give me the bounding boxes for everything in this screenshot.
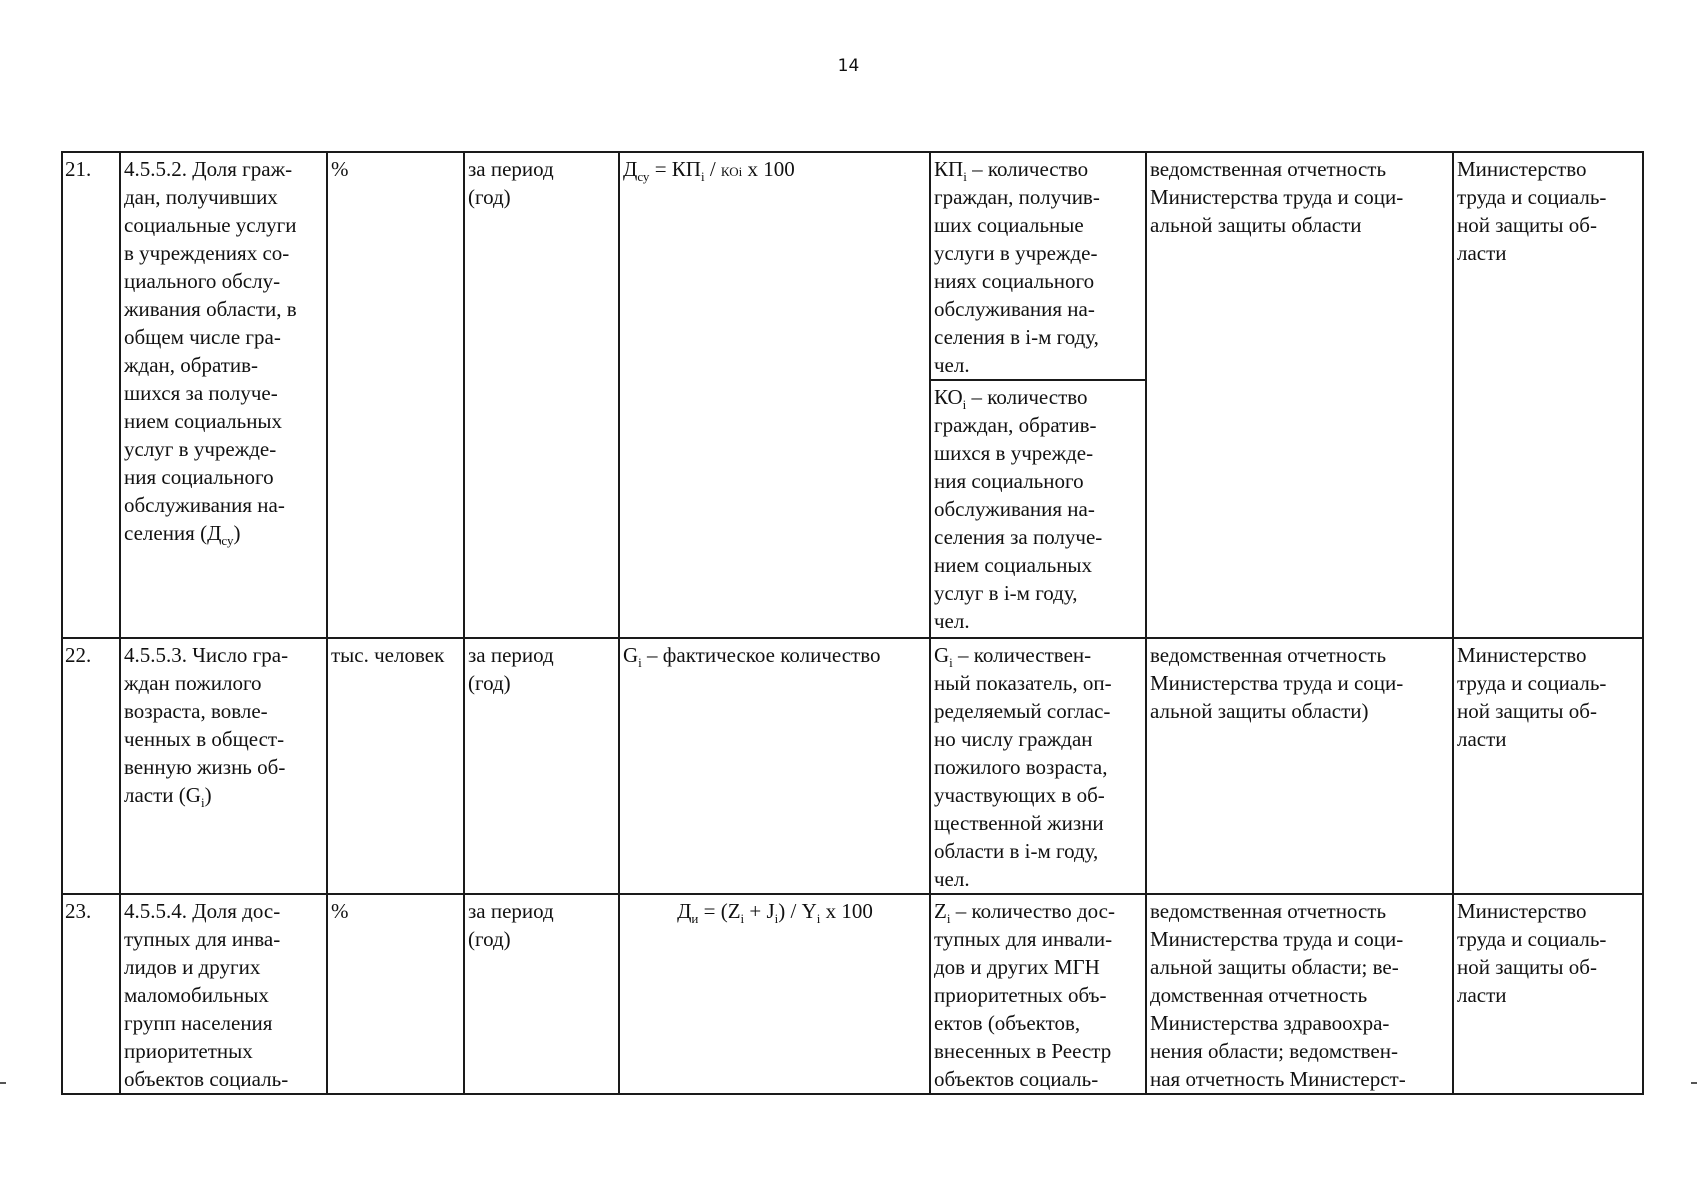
row-number: 22. bbox=[62, 638, 120, 894]
source-cell bbox=[1146, 638, 1453, 894]
subscript: i bbox=[816, 911, 821, 927]
indicator-name-cell bbox=[120, 638, 327, 894]
formula bbox=[623, 641, 927, 669]
text-line: ной защиты об- bbox=[1457, 213, 1597, 237]
text-fragment: – количество дос- bbox=[950, 899, 1115, 923]
scan-mark bbox=[0, 1082, 6, 1084]
text-line: (год) bbox=[468, 671, 511, 695]
text-line: ния социального bbox=[124, 465, 274, 489]
text-line: пожилого возраста, bbox=[934, 755, 1108, 779]
table-row bbox=[62, 152, 1643, 638]
text-line: Министерство bbox=[1457, 157, 1587, 181]
text-line: Министерства труда и соци- bbox=[1150, 671, 1404, 695]
formula bbox=[623, 155, 927, 186]
text-line: объектов социаль- bbox=[124, 1067, 289, 1091]
text-line: ной защиты об- bbox=[1457, 699, 1597, 723]
text-line: за период bbox=[468, 643, 554, 667]
text-line: возраста, вовле- bbox=[124, 699, 268, 723]
text-line: ной защиты об- bbox=[1457, 955, 1597, 979]
text-fragment: G bbox=[623, 643, 639, 667]
text-line: в учреждениях со- bbox=[124, 241, 290, 265]
unit-cell: тыс. человек bbox=[327, 638, 464, 894]
page-number: 14 bbox=[837, 56, 860, 76]
text-fragment: х 100 bbox=[820, 899, 873, 923]
text-line bbox=[934, 897, 1143, 925]
text-line: лидов и других bbox=[124, 955, 261, 979]
text-line: нием социальных bbox=[124, 409, 283, 433]
subscript: су bbox=[637, 169, 650, 185]
text-line: групп населения bbox=[124, 1011, 273, 1035]
indicator-name-cell bbox=[120, 894, 327, 1094]
unit-cell: % bbox=[327, 894, 464, 1094]
text-fragment: ласти (G bbox=[124, 783, 201, 807]
text-line: за период bbox=[468, 899, 554, 923]
scan-mark bbox=[1691, 1082, 1697, 1084]
text-line: чел. bbox=[934, 353, 970, 377]
subscript: i bbox=[774, 911, 779, 927]
text-line: селения за получе- bbox=[934, 525, 1103, 549]
text-line: ектов (объектов, bbox=[934, 1011, 1081, 1035]
responsible-cell bbox=[1453, 638, 1643, 894]
text-line: селения в i-м году, bbox=[934, 325, 1099, 349]
subscript: i bbox=[946, 911, 951, 927]
table-row bbox=[62, 894, 1643, 1094]
text-line: услуги в учрежде- bbox=[934, 241, 1098, 265]
text-line: ласти bbox=[1457, 727, 1507, 751]
text-line: внесенных в Реестр bbox=[934, 1039, 1112, 1063]
text-line: ласти bbox=[1457, 983, 1507, 1007]
text-fragment: КП bbox=[934, 157, 964, 181]
text-line: 4.5.5.3. Число гра- bbox=[124, 643, 289, 667]
text-fragment: = (Z bbox=[698, 899, 741, 923]
text-line: альной защиты области) bbox=[1150, 699, 1369, 723]
formula-cell bbox=[619, 894, 930, 1094]
period-cell bbox=[464, 894, 619, 1094]
text-fragment: х 100 bbox=[742, 157, 795, 181]
text-fragment: – количество bbox=[966, 157, 1089, 181]
text-fragment: = КП bbox=[649, 157, 701, 181]
variables-cell bbox=[930, 152, 1146, 638]
text-line: труда и социаль- bbox=[1457, 927, 1607, 951]
text-line: объектов социаль- bbox=[934, 1067, 1099, 1091]
text-line: ласти bbox=[1457, 241, 1507, 265]
text-fragment: ) / Y bbox=[778, 899, 817, 923]
text-line: услуг в учрежде- bbox=[124, 437, 277, 461]
text-line: (год) bbox=[468, 185, 511, 209]
text-line: шихся за получе- bbox=[124, 381, 278, 405]
text-line: граждан, обратив- bbox=[934, 413, 1097, 437]
subscript: су bbox=[221, 533, 234, 549]
text-line bbox=[934, 641, 1143, 669]
indicator-name-cell bbox=[120, 152, 327, 638]
text-line: ждан, обратив- bbox=[124, 353, 259, 377]
subscript: i bbox=[963, 169, 967, 185]
subscript: i bbox=[638, 655, 642, 671]
text-fragment: G bbox=[934, 643, 950, 667]
text-line: нием социальных bbox=[934, 553, 1093, 577]
table-row bbox=[62, 638, 1643, 894]
text-line: щественной жизни bbox=[934, 811, 1104, 835]
subscript: i bbox=[700, 169, 705, 185]
text-line: обслуживания на- bbox=[934, 497, 1095, 521]
text-line: живания области, в bbox=[124, 297, 297, 321]
unit-cell: % bbox=[327, 152, 464, 638]
text-line: тупных для инвали- bbox=[934, 927, 1113, 951]
text-line: ный показатель, оп- bbox=[934, 671, 1112, 695]
text-line: 4.5.5.4. Доля дос- bbox=[124, 899, 281, 923]
text-line: области в i-м году, bbox=[934, 839, 1099, 863]
formula-cell bbox=[619, 638, 930, 894]
text-fragment: Z bbox=[934, 899, 947, 923]
text-line: Министерство bbox=[1457, 899, 1587, 923]
responsible-cell bbox=[1453, 894, 1643, 1094]
text-line bbox=[934, 155, 1143, 183]
text-fragment: селения (Д bbox=[124, 521, 222, 545]
row-number: 23. bbox=[62, 894, 120, 1094]
text-line: социальные услуги bbox=[124, 213, 297, 237]
text-line: чел. bbox=[934, 609, 970, 633]
text-line: Министерства здравоохра- bbox=[1150, 1011, 1390, 1035]
text-line: но числу граждан bbox=[934, 727, 1093, 751]
text-line bbox=[934, 383, 1145, 411]
text-line: за период bbox=[468, 157, 554, 181]
text-fragment: + J bbox=[744, 899, 775, 923]
text-line bbox=[124, 519, 324, 547]
text-line: венную жизнь об- bbox=[124, 755, 286, 779]
responsible-cell bbox=[1453, 152, 1643, 638]
text-line: дов и других МГН bbox=[934, 955, 1100, 979]
text-line: ведомственная отчетность bbox=[1150, 643, 1387, 667]
subscript: i bbox=[740, 911, 745, 927]
text-line: обслуживания на- bbox=[124, 493, 285, 517]
text-line: Министерства труда и соци- bbox=[1150, 927, 1404, 951]
text-line: маломобильных bbox=[124, 983, 269, 1007]
text-fragment: – количество bbox=[966, 385, 1088, 409]
text-line: приоритетных bbox=[124, 1039, 253, 1063]
text-line: ченных в общест- bbox=[124, 727, 285, 751]
formula-cell bbox=[619, 152, 930, 638]
text-line: участвующих в об- bbox=[934, 783, 1105, 807]
text-line: ния социального bbox=[934, 469, 1084, 493]
variables-cell bbox=[930, 638, 1146, 894]
subscript: и bbox=[691, 911, 699, 927]
text-line: дан, получивших bbox=[124, 185, 278, 209]
text-line: чел. bbox=[934, 867, 970, 891]
text-line: приоритетных объ- bbox=[934, 983, 1107, 1007]
text-line: нения области; ведомствен- bbox=[1150, 1039, 1398, 1063]
text-line: циального обслу- bbox=[124, 269, 281, 293]
indicator-table bbox=[61, 151, 1644, 1095]
text-line: ведомственная отчетность bbox=[1150, 899, 1387, 923]
text-line: обслуживания на- bbox=[934, 297, 1095, 321]
text-line: 4.5.5.2. Доля граж- bbox=[124, 157, 293, 181]
text-line: ределяемый соглас‑ bbox=[934, 699, 1111, 723]
text-line: ведомственная отчетность bbox=[1150, 157, 1387, 181]
text-line: альной защиты области bbox=[1150, 213, 1362, 237]
source-cell bbox=[1146, 152, 1453, 638]
source-cell bbox=[1146, 894, 1453, 1094]
subscript: КОi bbox=[720, 164, 743, 179]
text-fragment: Д bbox=[623, 157, 638, 181]
text-line bbox=[124, 781, 324, 809]
variable-definition bbox=[934, 155, 1143, 379]
text-line: тупных для инва- bbox=[124, 927, 281, 951]
text-line: ждан пожилого bbox=[124, 671, 262, 695]
text-line: ших социальные bbox=[934, 213, 1084, 237]
text-fragment: – фактическое количество bbox=[641, 643, 881, 667]
text-fragment: – количествен- bbox=[952, 643, 1092, 667]
text-line: услуг в i-м году, bbox=[934, 581, 1078, 605]
text-line: Министерства труда и соци- bbox=[1150, 185, 1404, 209]
text-line: альной защиты области; ве- bbox=[1150, 955, 1399, 979]
variables-cell bbox=[930, 894, 1146, 1094]
period-cell bbox=[464, 638, 619, 894]
text-line: шихся в учрежде- bbox=[934, 441, 1094, 465]
text-line: общем числе гра- bbox=[124, 325, 281, 349]
subscript: i bbox=[200, 795, 205, 811]
variable-definition bbox=[931, 379, 1145, 635]
text-line: домственная отчетность bbox=[1150, 983, 1368, 1007]
subscript: i bbox=[949, 655, 953, 671]
text-line: Министерство bbox=[1457, 643, 1587, 667]
text-line: труда и социаль- bbox=[1457, 185, 1607, 209]
text-line: (год) bbox=[468, 927, 511, 951]
text-line: ниях социального bbox=[934, 269, 1095, 293]
text-fragment: ) bbox=[233, 521, 241, 545]
text-line: труда и социаль- bbox=[1457, 671, 1607, 695]
text-fragment: КО bbox=[934, 385, 963, 409]
text-fragment: / bbox=[704, 157, 721, 181]
period-cell bbox=[464, 152, 619, 638]
row-number: 21. bbox=[62, 152, 120, 638]
text-line: ная отчетность Министерст- bbox=[1150, 1067, 1406, 1091]
text-fragment: Д bbox=[677, 899, 692, 923]
text-fragment: ) bbox=[204, 783, 212, 807]
subscript: i bbox=[962, 397, 967, 413]
formula bbox=[623, 897, 927, 925]
text-line: граждан, получив- bbox=[934, 185, 1100, 209]
